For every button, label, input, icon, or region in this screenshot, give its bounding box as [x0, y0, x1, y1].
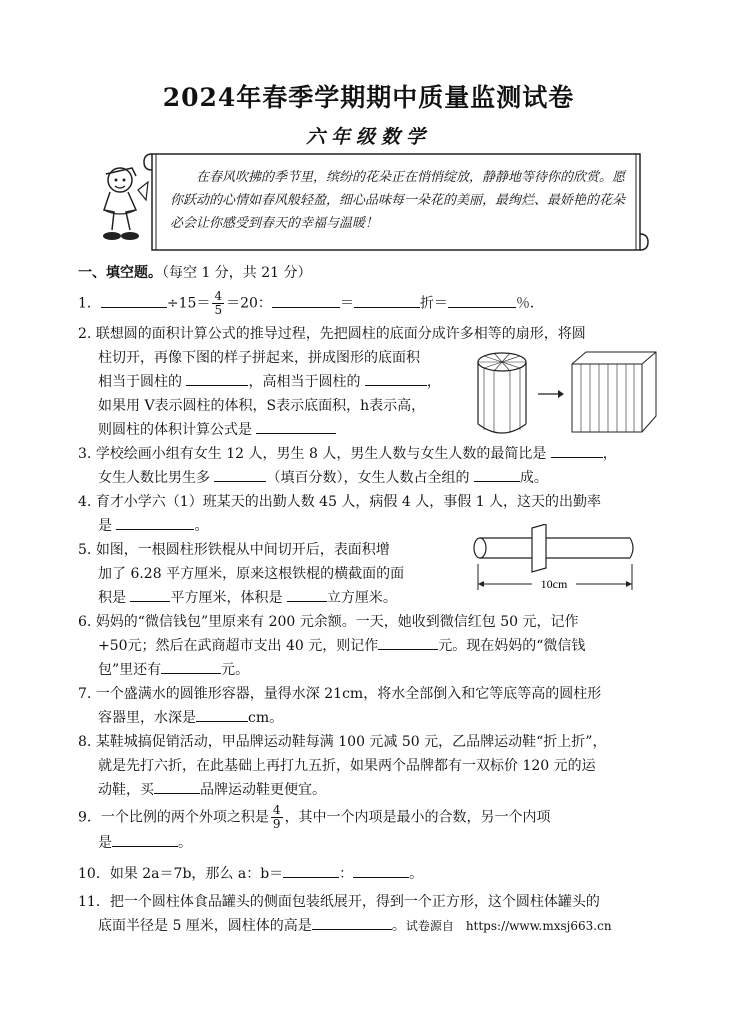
question-text: 。 — [391, 918, 406, 934]
question-text: 是 — [98, 518, 117, 534]
question-text: 动鞋，买 — [98, 782, 154, 798]
question-text: ＝20： — [226, 295, 272, 312]
question-text: 育才小学六（1）班某天的出勤人数 45 人，病假 4 人，事假 1 人，这天的出勤率 — [95, 494, 602, 510]
section-title: 一、填空题。 — [78, 265, 162, 281]
question-number: 3. — [78, 446, 92, 462]
question-text: ： — [339, 866, 354, 882]
question-text: 折＝ — [419, 295, 448, 312]
question-text: ，高相当于圆柱的 — [248, 374, 365, 390]
question-text: 是 — [98, 835, 112, 851]
question-text: 。 — [178, 835, 192, 851]
question-text: 成。 — [519, 470, 548, 486]
cylinder-to-prism-figure — [474, 348, 664, 440]
question-7 — [78, 682, 668, 730]
answer-blank[interactable] — [287, 587, 327, 602]
question-text: 。 — [409, 866, 424, 882]
question-text: 如果用 V表示圆柱的体积，S表示底面积，h表示高， — [98, 398, 426, 414]
question-number: 6. — [78, 614, 92, 630]
question-text: 某鞋城搞促销活动，甲品牌运动鞋每满 100 元减 50 元，乙品牌运动鞋“折上折”， — [95, 734, 607, 750]
question-text: 元。 — [221, 662, 250, 678]
question-text: ÷15＝ — [166, 295, 211, 312]
fraction — [271, 804, 283, 831]
answer-blank[interactable] — [186, 371, 248, 386]
answer-blank[interactable] — [130, 587, 170, 602]
answer-blank[interactable] — [101, 293, 167, 308]
question-number: 4. — [78, 494, 92, 510]
question-text: 学校绘画小组有女生 12 人，男生 8 人，男生人数与女生人数的最简比是 — [95, 446, 551, 462]
question-number: 11． — [78, 894, 110, 910]
question-text: ， — [426, 374, 441, 390]
question-11 — [78, 890, 678, 938]
question-text: 就是先打六折，在此基础上再打九五折，如果两个品牌都有一双标价 120 元的运 — [98, 758, 596, 774]
answer-blank[interactable] — [112, 832, 178, 847]
question-text: 一个比例的两个外项之积是 — [100, 809, 269, 826]
question-text: ， — [602, 446, 617, 462]
section-heading — [78, 262, 312, 282]
answer-blank[interactable] — [354, 293, 420, 308]
question-text: 联想圆的面积计算公式的推导过程，先把圆柱的底面分成许多相等的扇形，将圆 — [95, 326, 586, 342]
answer-blank[interactable] — [154, 779, 200, 794]
answer-blank[interactable] — [283, 863, 339, 878]
question-number: 5. — [78, 542, 92, 558]
question-text: 底面半径是 5 厘米，圆柱体的高是 — [98, 918, 312, 934]
question-text: 积是 — [98, 590, 131, 606]
question-text: 包”里还有 — [98, 662, 162, 678]
question-number: 8. — [78, 734, 92, 750]
fraction-numerator: 4 — [214, 289, 223, 303]
question-text: cm。 — [248, 710, 284, 726]
fraction-denominator: 9 — [272, 817, 281, 831]
answer-blank[interactable] — [365, 371, 427, 386]
answer-blank[interactable] — [378, 635, 438, 650]
question-text: 女生人数比男生多 — [98, 470, 215, 486]
question-text: 把一个圆柱体食品罐头的侧面包装纸展开，得到一个正方形，这个圆柱体罐头的 — [109, 894, 600, 910]
answer-blank[interactable] — [474, 467, 520, 482]
section-note: （每空 1 分，共 21 分） — [162, 265, 312, 281]
page-title: 2024年春季学期期中质量监测试卷 — [162, 83, 575, 112]
question-text: ％． — [515, 295, 544, 312]
question-text: 。 — [194, 518, 209, 534]
question-8 — [78, 730, 668, 802]
question-text: 妈妈的“微信钱包”里原来有 200 元余额。一天，她收到微信红包 50 元，记作 — [95, 614, 579, 630]
question-text: 一个盛满水的圆锥形容器，量得水深 21cm，将水全部倒入和它等底等高的圆柱形 — [95, 686, 602, 702]
question-text: 加了 6.28 平方厘米，原来这根铁棍的横截面的面 — [98, 566, 405, 582]
question-text: 元。现在妈妈的“微信钱 — [438, 638, 586, 654]
answer-blank[interactable] — [312, 915, 392, 930]
question-text: ＝ — [339, 295, 354, 312]
question-text: 立方厘米。 — [326, 590, 397, 606]
answer-blank[interactable] — [448, 293, 516, 308]
question-10 — [78, 862, 668, 886]
iron-rod-figure — [470, 524, 640, 594]
question-text: 容器里，水深是 — [98, 710, 196, 726]
question-9 — [78, 804, 668, 855]
fraction — [212, 290, 224, 317]
page-subtitle: 六年级数学 — [305, 126, 431, 148]
question-text: 相当于圆柱的 — [98, 374, 187, 390]
answer-blank[interactable] — [551, 443, 603, 458]
question-text: 则圆柱的体积计算公式是 — [98, 422, 257, 438]
question-number: 10． — [78, 866, 110, 882]
question-text: 如图，一根圆柱形铁棍从中间切开后，表面积增 — [95, 542, 390, 558]
question-text: +50元；然后在武商超市支出 40 元，则记作 — [98, 638, 379, 654]
answer-blank[interactable] — [214, 467, 266, 482]
fraction-denominator: 5 — [214, 303, 223, 317]
question-text: 平方厘米，体积是 — [170, 590, 287, 606]
answer-blank[interactable] — [256, 419, 336, 434]
question-text: （填百分数），女生人数占全组的 — [266, 470, 474, 486]
answer-blank[interactable] — [161, 659, 221, 674]
answer-blank[interactable] — [116, 515, 194, 530]
answer-blank[interactable] — [196, 707, 248, 722]
intro-text: 在春风吹拂的季节里，缤纷的花朵正在悄悄绽放，静静地等待你的欣赏。愿你跃动的心情如春风般轻盈，细心品味每一朵花的美丽，最绚烂、最娇艳的花朵必会让你感受到春天的幸福与温暖！ — [170, 170, 626, 231]
question-number: 7. — [78, 686, 92, 702]
length-label: 10cm — [540, 577, 568, 591]
source-watermark: 试卷源自 https://www.mxsj663.cn — [405, 919, 612, 933]
question-1 — [78, 290, 668, 317]
question-text: ，其中一个内项是最小的合数，另一个内项 — [284, 809, 551, 826]
question-text: 柱切开，再像下图的样子拼起来，拼成图形的底面积 — [98, 350, 420, 366]
answer-blank[interactable] — [272, 293, 340, 308]
question-6 — [78, 610, 668, 682]
fraction-numerator: 4 — [272, 803, 281, 817]
question-number: 2. — [78, 326, 92, 342]
question-number: 1． — [78, 295, 101, 312]
question-text: 品牌运动鞋更便宜。 — [200, 782, 326, 798]
answer-blank[interactable] — [353, 863, 409, 878]
question-3 — [78, 442, 668, 490]
question-number: 9． — [78, 809, 101, 826]
question-text: 如果 2a＝7b，那么 a：b＝ — [109, 866, 284, 882]
